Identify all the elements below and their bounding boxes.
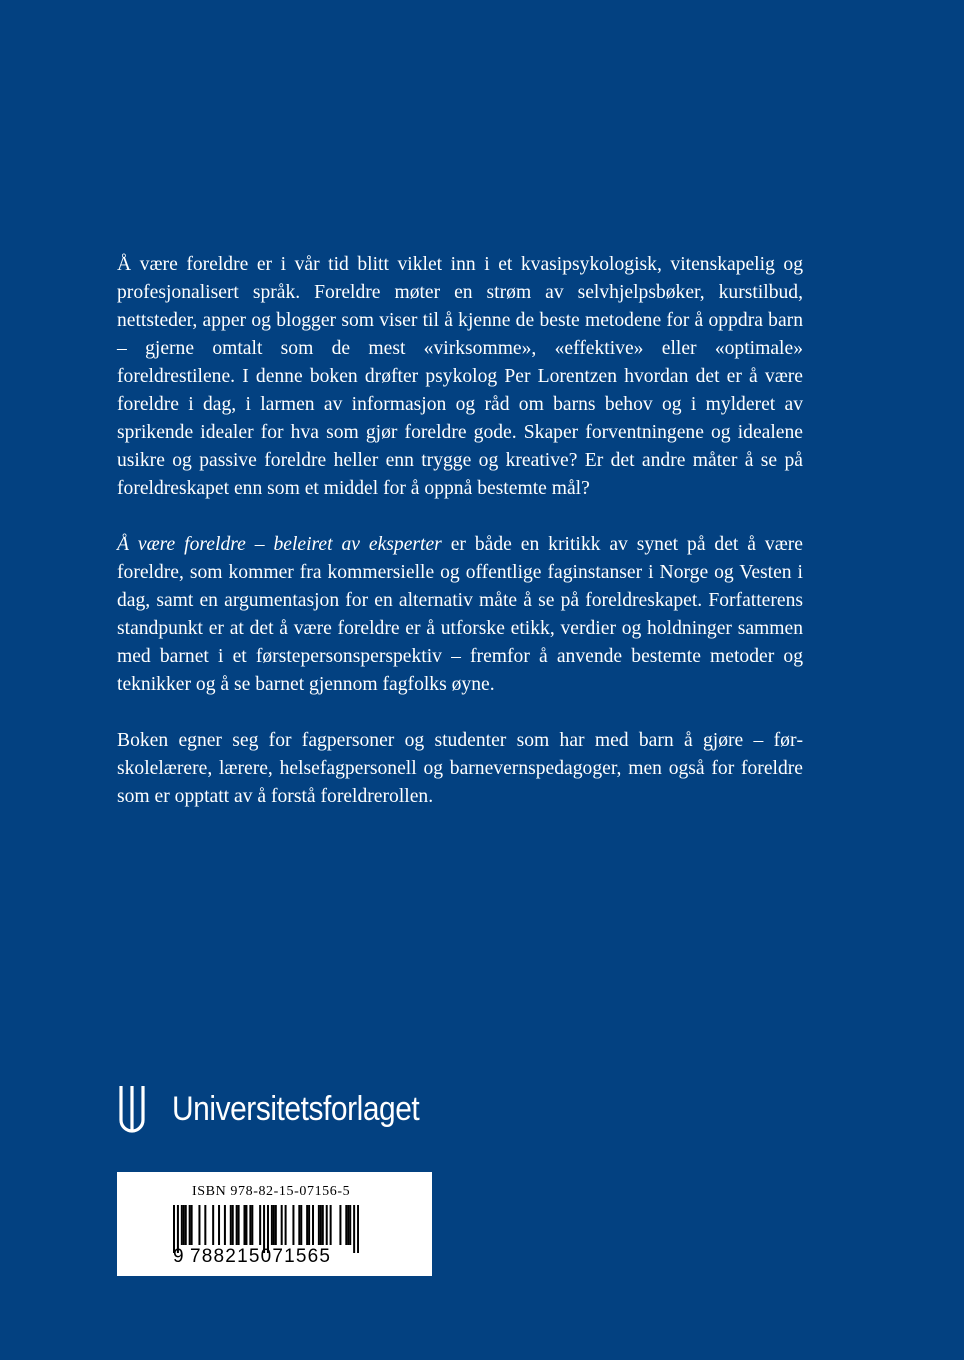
barcode-bar xyxy=(322,1205,324,1245)
barcode-bar xyxy=(345,1205,347,1245)
barcode-bar xyxy=(238,1205,240,1245)
isbn-barcode-box xyxy=(117,1172,432,1276)
barcode-bar xyxy=(185,1205,187,1245)
isbn-label: ISBN 978-82-15-07156-5 xyxy=(192,1184,351,1199)
blurb-paragraph-3: Boken egner seg for fagpersoner og studenter som har med barn å gjøre – førskolelærere, lærere, helsefagpersonell og barnevernspedagoger, men også for foreldre som er opptatt av å forstå foreldrerollen. xyxy=(117,730,803,807)
universitetsforlaget-logo-icon xyxy=(117,1084,147,1134)
blurb-paragraph-2 xyxy=(117,531,803,699)
barcode-bar xyxy=(249,1205,251,1245)
barcode-bar xyxy=(285,1205,287,1245)
barcode-bar xyxy=(320,1205,322,1245)
barcode-bar xyxy=(330,1205,332,1245)
barcode-bar xyxy=(318,1205,320,1245)
blurb-paragraph-2-text: er både en kritikk av synet på det å være foreldre, som kommer fra kommersielle og offentlige faginstanser i Norge og Vesten i dag, samt en argumentasjon for en alternativ måte å se på foreldreskapet. Forfatterens standpunkt er at det å være foreldre er å utforske etikk, verdier og holdninger sammen med barnet i et førstepersonsperspektiv – fremfor å anvende bestemte metoder og teknikker og å se barnet gjennom fagfolks øyne. xyxy=(117,534,803,695)
barcode-bar xyxy=(243,1205,245,1245)
barcode-bar xyxy=(271,1205,273,1245)
barcode-bar xyxy=(189,1205,191,1245)
barcode-bar xyxy=(212,1205,214,1245)
barcode-bar xyxy=(347,1205,349,1245)
barcode-bar xyxy=(232,1205,234,1245)
barcode-bar xyxy=(339,1205,341,1245)
barcode-bar xyxy=(251,1205,253,1245)
barcode-bar xyxy=(357,1205,359,1253)
barcode-bar xyxy=(326,1205,328,1245)
publisher-name: Universitetsforlaget xyxy=(172,1090,420,1128)
book-title-italic: Å være foreldre – beleiret av eksperter xyxy=(117,534,442,555)
barcode-bar xyxy=(298,1205,300,1245)
barcode-bar xyxy=(181,1205,183,1245)
barcode-first-digit: 9 xyxy=(173,1246,184,1267)
barcode-bar xyxy=(224,1205,226,1245)
barcode-bar xyxy=(273,1205,275,1245)
barcode-bar xyxy=(312,1205,314,1245)
barcode-bar xyxy=(245,1205,247,1245)
barcode-bar xyxy=(236,1205,238,1245)
barcode-bar xyxy=(292,1205,294,1245)
barcode-bar xyxy=(204,1205,206,1245)
barcode-bar xyxy=(308,1205,310,1245)
barcode-bar xyxy=(275,1205,277,1245)
barcode-bar xyxy=(306,1205,308,1245)
publisher-block xyxy=(117,1084,453,1134)
barcode-bar xyxy=(191,1205,193,1245)
back-cover-blurb xyxy=(117,251,803,839)
barcode-bar xyxy=(230,1205,232,1245)
barcode-bar xyxy=(353,1205,355,1253)
barcode-number: 788215071565 xyxy=(190,1246,332,1267)
barcode-bar xyxy=(198,1205,200,1245)
barcode-bar xyxy=(218,1205,220,1245)
barcode-bar xyxy=(183,1205,185,1245)
barcode-bar xyxy=(349,1205,351,1245)
barcode-bar xyxy=(259,1205,261,1245)
barcode-bar xyxy=(281,1205,283,1245)
barcode-bar xyxy=(300,1205,302,1245)
blurb-paragraph-1: Å være foreldre er i vår tid blitt viklet inn i et kvasipsykologisk, vitenskapelig og profesjonalisert språk. Foreldre møter en strøm av selvhjelpsbøker, kurstilbud, nettsteder, apper og blogger som viser til å kjenne de beste metodene for å oppdra barn – gjerne omtalt som de mest «virksomme», «effektive» eller «optimale» foreldrestilene. I denne boken drøfter psykolog Per Lorentzen hvordan det er å være foreldre i dag, i larmen av informasjon og råd om barns behov og i mylderet av sprikende idealer for hva som gjør foreldre gode. Skaper forventningene og idealene usikre og passive foreldre heller enn trygge og kreative? Er det andre måter å se på foreldreskapet enn som et middel for å oppnå bestemte mål? xyxy=(117,254,803,499)
